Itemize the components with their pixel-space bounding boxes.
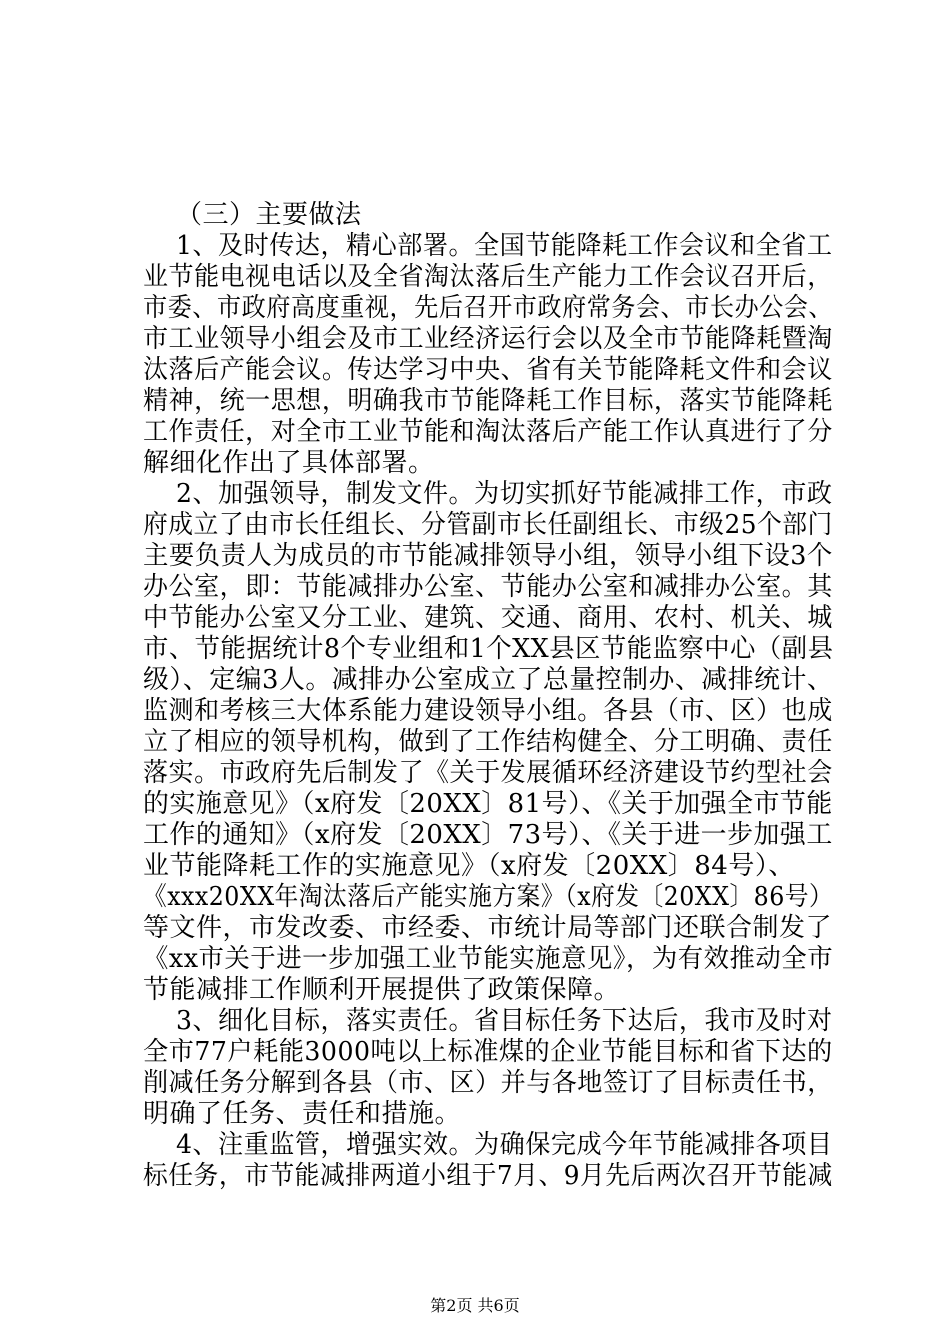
paragraph-2-line: 市、节能据统计8个专业组和1个XX县区节能监察中心（副县 [143, 634, 834, 664]
paragraph-1-line: 1、及时传达，精心部署。全国节能降耗工作会议和全省工 [176, 231, 833, 261]
page-number-footer: 第2页 共6页 [430, 1296, 520, 1315]
paragraph-2-line: 级）、定编3人。减排办公室成立了总量控制办、减排统计、 [143, 665, 834, 695]
paragraph-2-line: 中节能办公室又分工业、建筑、交通、商用、农村、机关、城 [143, 603, 833, 633]
paragraph-1-line: 汰落后产能会议。传达学习中央、省有关节能降耗文件和会议 [143, 355, 833, 385]
paragraph-2-line: 监测和考核三大体系能力建设领导小组。各县（市、区）也成 [143, 696, 833, 726]
paragraph-2-line: 等文件，市发改委、市经委、市统计局等部门还联合制发了 [143, 913, 833, 943]
paragraph-2-line: 2、加强领导，制发文件。为切实抓好节能减排工作，市政 [176, 479, 833, 509]
paragraph-2-line: 的实施意见》（x府发〔20XX〕81号）、《关于加强全市节能 [143, 789, 833, 819]
document-body [143, 200, 834, 1192]
paragraph-3-line: 3、细化目标，落实责任。省目标任务下达后，我市及时对 [176, 1006, 833, 1036]
paragraph-3-line: 削减任务分解到各县（市、区）并与各地签订了目标责任书， [143, 1068, 833, 1098]
paragraph-3-line: 全市77户耗能3000吨以上标准煤的企业节能目标和省下达的 [143, 1037, 833, 1067]
paragraph-2-line: 《xxx20XX年淘汰落后产能实施方案》（x府发〔20XX〕86号） [143, 882, 834, 912]
paragraph-1-line: 市工业领导小组会及市工业经济运行会以及全市节能降耗暨淘 [143, 324, 833, 354]
paragraph-1-line: 市委、市政府高度重视，先后召开市政府常务会、市长办公会、 [143, 293, 834, 323]
paragraph-4-line: 4、注重监管，增强实效。为确保完成今年节能减排各项目 [176, 1130, 833, 1160]
paragraph-2-line: 节能减排工作顺利开展提供了政策保障。 [143, 975, 621, 1005]
paragraph-2-line: 立了相应的领导机构，做到了工作结构健全、分工明确、责任 [143, 727, 833, 757]
paragraph-2-line: 工作的通知》（x府发〔20XX〕73号）、《关于进一步加强工 [143, 820, 833, 850]
paragraph-1-line: 业节能电视电话以及全省淘汰落后生产能力工作会议召开后， [143, 262, 833, 292]
section-heading: （三）主要做法 [176, 200, 362, 230]
paragraph-1-line: 解细化作出了具体部署。 [143, 448, 435, 478]
paragraph-2-line: 府成立了由市长任组长、分管副市长任副组长、市级25个部门 [143, 510, 833, 540]
paragraph-4-line: 标任务，市节能减排两道小组于7月、9月先后两次召开节能减 [143, 1161, 833, 1191]
paragraph-1-line: 精神，统一思想，明确我市节能降耗工作目标，落实节能降耗 [143, 386, 833, 416]
paragraph-2-line: 办公室，即：节能减排办公室、节能办公室和减排办公室。其 [143, 572, 833, 602]
paragraph-2-line: 主要负责人为成员的市节能减排领导小组，领导小组下设3个 [143, 541, 833, 571]
paragraph-2-line: 业节能降耗工作的实施意见》（x府发〔20XX〕84号）、 [143, 851, 795, 881]
paragraph-1-line: 工作责任，对全市工业节能和淘汰落后产能工作认真进行了分 [143, 417, 833, 447]
paragraph-2-line: 《xx市关于进一步加强工业节能实施意见》，为有效推动全市 [143, 944, 834, 974]
paragraph-3-line: 明确了任务、责任和措施。 [143, 1099, 462, 1129]
paragraph-2-line: 落实。市政府先后制发了《关于发展循环经济建设节约型社会 [143, 758, 833, 788]
